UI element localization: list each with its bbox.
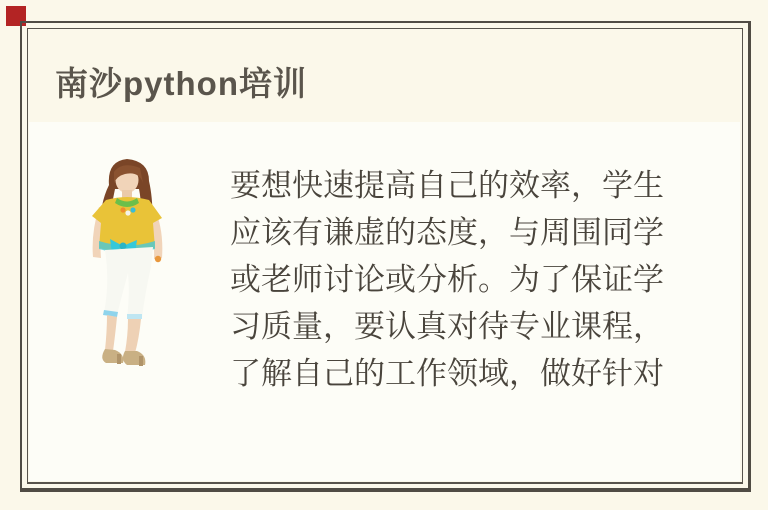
article-line: 要想快速提高自己的效率，学生 <box>230 168 664 203</box>
article-line: 应该有谦虚的态度，与周围同学 <box>230 215 664 250</box>
page-title: 南沙python培训 <box>55 65 307 102</box>
model-photo <box>65 155 200 370</box>
article-text <box>230 162 690 397</box>
model-photo-illustration <box>65 155 200 370</box>
article-line: 或老师讨论或分析。为了保证学 <box>230 262 664 297</box>
article-line: 习质量，要认真对待专业课程， <box>230 309 664 344</box>
article-line: 了解自己的工作领域，做好针对 <box>230 356 664 391</box>
